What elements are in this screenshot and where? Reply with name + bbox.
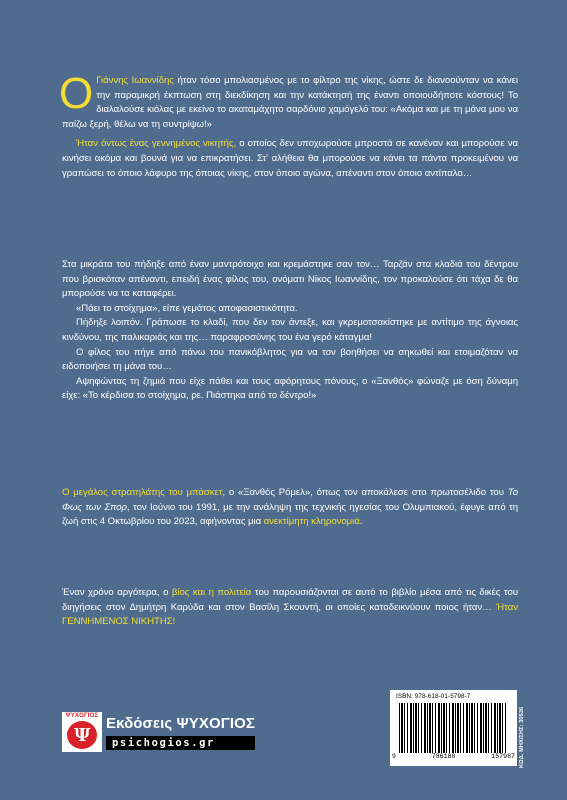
product-code: ΚΩΔ. ΜΗΧ/ΣΗΣ: 30536	[519, 706, 525, 768]
book-text-1: Έναν χρόνο αργότερα, ο	[62, 587, 172, 598]
intro-block	[59, 69, 518, 181]
book-text-2: του παρουσιάζονται σε αυτό το βιβλίο μέσα από τις δικές του διηγήσεις στον Δημήτρη Καρύδα και στον Βασίλη Σκουντή, οι οποίες καταδεικνύουν ποιος ήταν…	[62, 587, 518, 613]
winner-text: ο οποίος δεν υποχωρούσε μπροστά σε κανέναν και μπορούσε να κινήσει ακόμα και βουνά για να επικρατήσει. Στ' αλήθεια θα μπορούσε να κάνει τα πάντα προκειμένου να γραπώσει το όποιο λάφυρο της όποιας νίκης, στον όποιο αγώνα, απέναντι στον όποιο αντίπαλο…	[62, 138, 518, 179]
story-block	[62, 258, 518, 404]
legacy-block	[62, 486, 518, 530]
story-paragraph-2: «Πάει το στοίχημα», είπε γεμάτος αποφασιστικότητα.	[76, 302, 298, 314]
book-highlight: βίος και η πολιτεία	[171, 587, 252, 598]
barcode-box	[390, 690, 517, 766]
story-paragraph-5: Αψηφώντας τη ζημιά που είχε πάθει και τους αφόρητους πόνους, ο «Ξανθός» φώναζε με όση δύναμη είχε: «Το κέρδισα το στοίχημα, ρε. Πιάστηκα από το δέντρο!»	[62, 375, 518, 402]
publisher-logo	[62, 712, 255, 752]
barcode-group-2: 157987	[491, 753, 515, 760]
legacy-text-2: , τον Ιούνιο του 1991, με την ανάληψη της τεχνικής ηγεσίας του Ολυμπιακού, έφυγε από τη ζωή στις 4 Οκτωβρίου του 2023, αφήνοντας μια	[62, 501, 519, 528]
subject-name: Γιάννης Ιωαννίδης	[96, 75, 174, 86]
intro-paragraph	[59, 69, 518, 132]
legacy-paragraph	[62, 486, 518, 530]
publisher-url: psichogios.gr	[106, 736, 255, 750]
publisher-name: Εκδόσεις ΨΥΧΟΓΙΟΣ	[106, 714, 256, 732]
book-block	[62, 586, 518, 630]
barcode-digits	[392, 753, 515, 760]
winner-highlight: Ήταν όντως ένας γεννημένος νικητής,	[76, 138, 237, 150]
legacy-text-3: .	[359, 516, 363, 528]
barcode-icon	[399, 703, 507, 753]
barcode-digit-first: 9	[392, 753, 396, 760]
book-paragraph	[62, 586, 518, 630]
legacy-highlight: Ο μεγάλος στρατηλάτης του μπάσκετ	[62, 487, 223, 498]
seal-text: ΨΥΧΟΓΙΟΣ	[65, 713, 99, 719]
intro-text: ήταν τόσο μπολιασμένος με το φίλτρο της νίκης, ώστε δε διανοούνταν να κάνει την παραμικρή έκπτωση στη διεκδίκηση και την κατάκτησή της έναντι οποιουδήποτε κόστους! Το διαλαλούσε κιόλας με εκείνο το ακαταμάχητο σαρδόνιο χαμόγελό του: «Ακόμα και με τη μάνα μου να παίζω ξερή, θέλω να τη συντρίψω!»	[62, 75, 518, 130]
story-paragraph-4: Ο φίλος του πήγε από πάνω του πανικόβλητος για να τον βοηθήσει να σηκωθεί και ετοιμαζόταν να ειδοποιήσει τη μάνα του…	[62, 346, 518, 373]
winner-paragraph	[62, 137, 518, 181]
barcode-group-1: 786180	[431, 753, 456, 760]
seal-symbol: Ψ	[74, 725, 91, 746]
story-paragraph-1: Στα μικράτα του πήδηξε από έναν μαντρότοιχο και κρεμάστηκε σαν τον… Ταρζάν στα κλαδιά του δέντρου που βρισκόταν απέναντι, επειδή ένας φίλος του, ονόματι Νίκος Ιωαννίδης, τον προκαλούσε ότι τάχα δε θα μπορούσε να τα καταφέρει.	[62, 259, 518, 300]
isbn-label: ISBN: 978-618-01-5798-7	[396, 693, 471, 700]
publisher-seal-icon	[62, 712, 102, 752]
newspaper-title: Το Φως των Σπορ	[62, 487, 518, 513]
drop-cap: O	[59, 69, 94, 118]
publisher-text	[106, 715, 255, 750]
legacy-highlight-2: ανεκτίμητη κληρονομιά	[263, 516, 360, 528]
book-highlight-2: Ήταν ΓΕΝΝΗΜΕΝΟΣ ΝΙΚΗΤΗΣ!	[62, 601, 518, 628]
story-paragraph-3: Πήδηξε λοιπόν. Γράπωσε το κλαδί, που δεν τον άντεξε, και γκρεμοτσακίστηκε με αντίτιμο της άγνοιας κινδύνου, της παλικαριάς και της… παραφροσύνης του ένα γερό κάταγμα!	[62, 317, 518, 343]
legacy-text-1: , ο «Ξανθός Ρόμελ», όπως τον αποκάλεσε στο πρωτοσέλιδο του	[222, 487, 508, 498]
